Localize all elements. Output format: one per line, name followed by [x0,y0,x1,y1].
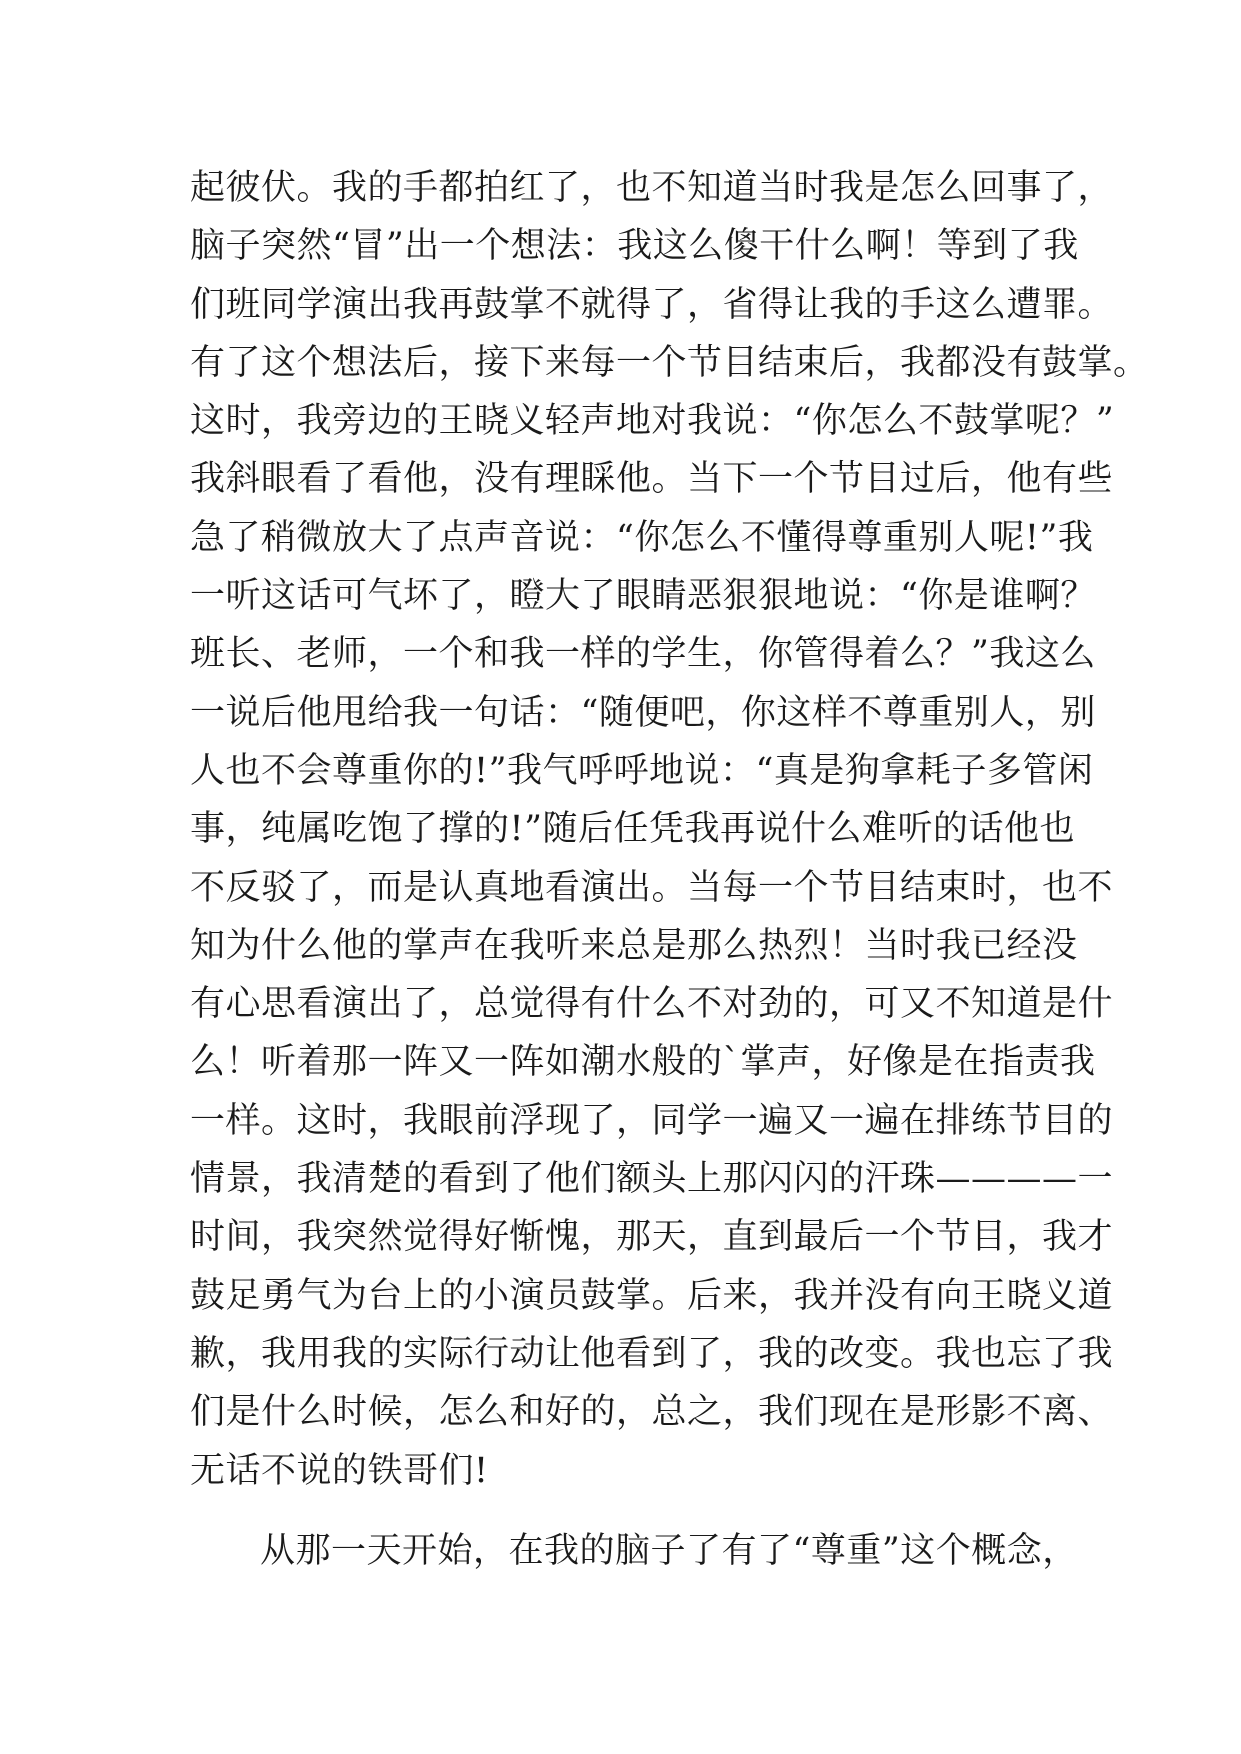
text-line: 人也不会尊重你的!”我气呼呼地说：“真是狗拿耗子多管闲 [190,750,1094,791]
paragraph-gap [190,1500,1090,1522]
text-line: 知为什么他的掌声在我听来总是那么热烈！当时我已经没 [190,925,1078,966]
text-line: 们班同学演出我再鼓掌不就得了，省得让我的手这么遭罪。 [190,284,1114,325]
text-line: 急了稍微放大了点声音说：“你怎么不懂得尊重别人呢!”我 [190,517,1094,558]
text-line: 脑子突然“冒”出一个想法：我这么傻干什么啊！等到了我 [190,226,1079,267]
text-line: 们是什么时候，怎么和好的，总之，我们现在是形影不离、 [190,1392,1114,1433]
text-line: 事，纯属吃饱了撑的!”随后任凭我再说什么难听的话他也 [190,809,1075,850]
text-line: 情景，我清楚的看到了他们额头上那闪闪的汗珠————一 [190,1159,1114,1200]
text-line: 么！听着那一阵又一阵如潮水般的`掌声，好像是在指责我 [190,1042,1096,1083]
text-line: 鼓足勇气为台上的小演员鼓掌。后来，我并没有向王晓义道 [190,1275,1114,1316]
paragraph-1 [190,159,1149,1500]
text-line: 有心思看演出了，总觉得有什么不对劲的，可又不知道是什 [190,984,1114,1025]
paragraph-2 [190,1522,1090,1580]
text-line: 起彼伏。我的手都拍红了，也不知道当时我是怎么回事了， [190,168,1114,208]
text-line: 无话不说的铁哥们! [190,1450,489,1491]
text-line: 有了这个想法后，接下来每一个节目结束后，我都没有鼓掌。 [190,342,1149,383]
document-body [190,159,1149,1580]
text-line: 从那一天开始，在我的脑子了有了“尊重”这个概念， [260,1530,1078,1571]
text-line: 歉，我用我的实际行动让他看到了，我的改变。我也忘了我 [190,1333,1114,1374]
text-line: 一说后他甩给我一句话：“随便吧，你这样不尊重别人，别 [190,692,1096,733]
text-line: 时间，我突然觉得好惭愧，那天，直到最后一个节目，我才 [190,1217,1114,1258]
text-line: 一听这话可气坏了，瞪大了眼睛恶狠狠地说：“你是谁啊？ [190,576,1096,617]
text-line: 我斜眼看了看他，没有理睬他。当下一个节目过后，他有些 [190,459,1114,500]
text-line: 不反驳了，而是认真地看演出。当每一个节目结束时，也不 [190,867,1114,908]
text-line: 这时，我旁边的王晓义轻声地对我说：“你怎么不鼓掌呢？” [190,401,1115,442]
text-line: 班长、老师，一个和我一样的学生，你管得着么？”我这么 [190,634,1096,675]
text-line: 一样。这时，我眼前浮现了，同学一遍又一遍在排练节目的 [190,1100,1114,1141]
